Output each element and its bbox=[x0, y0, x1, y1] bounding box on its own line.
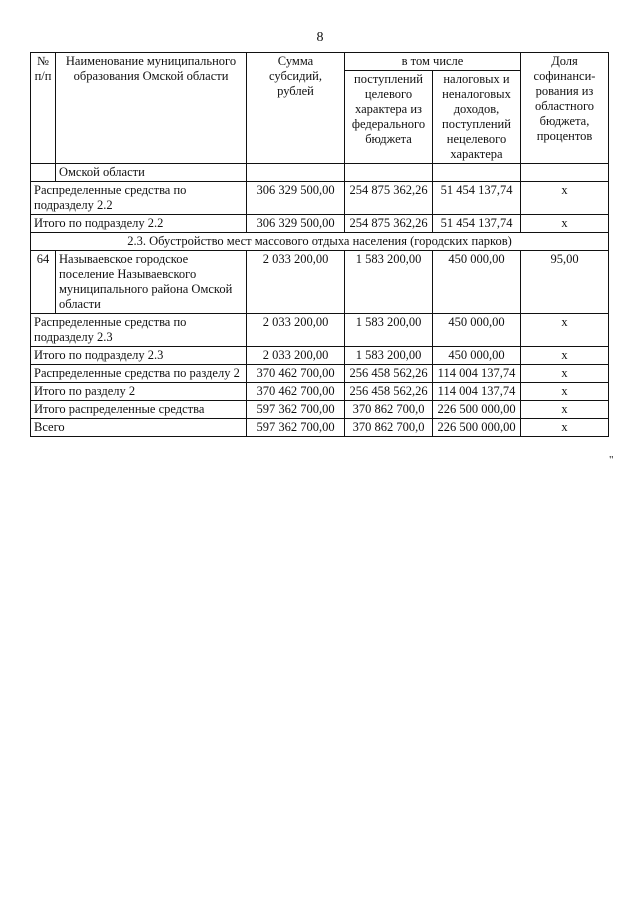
cell-federal: 254 875 362,26 bbox=[345, 215, 433, 233]
closing-quote-mark: " bbox=[609, 454, 614, 466]
cell-federal bbox=[345, 164, 433, 182]
cell-share: x bbox=[521, 365, 609, 383]
table-header-row bbox=[31, 53, 609, 71]
header-num: № п/п bbox=[31, 53, 56, 164]
cell-share: x bbox=[521, 182, 609, 215]
cell-share: x bbox=[521, 419, 609, 437]
cell-share bbox=[521, 164, 609, 182]
header-federal: поступлений целевого характера из федерального бюджета bbox=[345, 71, 433, 164]
cell-name: Всего bbox=[31, 419, 247, 437]
table-row bbox=[31, 314, 609, 347]
cell-tax: 51 454 137,74 bbox=[433, 215, 521, 233]
cell-name: Итого по подразделу 2.3 bbox=[31, 347, 247, 365]
cell-sum: 2 033 200,00 bbox=[247, 251, 345, 314]
table-row bbox=[31, 401, 609, 419]
cell-name: Распределенные средства по разделу 2 bbox=[31, 365, 247, 383]
cell-tax: 450 000,00 bbox=[433, 314, 521, 347]
cell-tax: 450 000,00 bbox=[433, 347, 521, 365]
cell-sum: 597 362 700,00 bbox=[247, 401, 345, 419]
header-sum: Сумма субсидий, рублей bbox=[247, 53, 345, 164]
cell-name: Итого по разделу 2 bbox=[31, 383, 247, 401]
page-number: 8 bbox=[316, 30, 324, 45]
cell-sum bbox=[247, 164, 345, 182]
cell-share: x bbox=[521, 215, 609, 233]
cell-sum: 370 462 700,00 bbox=[247, 383, 345, 401]
cell-tax: 114 004 137,74 bbox=[433, 365, 521, 383]
cell-num: 64 bbox=[31, 251, 56, 314]
cell-federal: 1 583 200,00 bbox=[345, 314, 433, 347]
cell-share: 95,00 bbox=[521, 251, 609, 314]
cell-federal: 370 862 700,0 bbox=[345, 419, 433, 437]
cell-sum: 2 033 200,00 bbox=[247, 314, 345, 347]
section-title: 2.3. Обустройство мест массового отдыха населения (городских парков) bbox=[31, 233, 609, 251]
cell-share: x bbox=[521, 383, 609, 401]
cell-name: Называевское городское поселение Называевского муниципального района Омской области bbox=[56, 251, 247, 314]
cell-tax: 226 500 000,00 bbox=[433, 419, 521, 437]
cell-federal: 370 862 700,0 bbox=[345, 401, 433, 419]
cell-tax: 51 454 137,74 bbox=[433, 182, 521, 215]
cell-name: Распределенные средства по подразделу 2.3 bbox=[31, 314, 247, 347]
cell-name: Итого по подразделу 2.2 bbox=[31, 215, 247, 233]
table-row bbox=[31, 347, 609, 365]
table-row bbox=[31, 182, 609, 215]
cell-name: Распределенные средства по подразделу 2.2 bbox=[31, 182, 247, 215]
header-share: Доля софинанси-рования из областного бюджета, процентов bbox=[521, 53, 609, 164]
header-tax: налоговых и неналоговых доходов, поступлений нецелевого характера bbox=[433, 71, 521, 164]
header-including: в том числе bbox=[345, 53, 521, 71]
cell-federal: 1 583 200,00 bbox=[345, 251, 433, 314]
cell-federal: 254 875 362,26 bbox=[345, 182, 433, 215]
cell-federal: 256 458 562,26 bbox=[345, 365, 433, 383]
cell-tax bbox=[433, 164, 521, 182]
cell-share: x bbox=[521, 314, 609, 347]
cell-sum: 306 329 500,00 bbox=[247, 215, 345, 233]
cell-federal: 1 583 200,00 bbox=[345, 347, 433, 365]
table-row bbox=[31, 419, 609, 437]
cell-sum: 2 033 200,00 bbox=[247, 347, 345, 365]
cell-name: Итого распределенные средства bbox=[31, 401, 247, 419]
cell-num bbox=[31, 164, 56, 182]
table-row bbox=[31, 365, 609, 383]
cell-federal: 256 458 562,26 bbox=[345, 383, 433, 401]
table-row bbox=[31, 215, 609, 233]
subsidy-table bbox=[30, 52, 609, 437]
cell-tax: 450 000,00 bbox=[433, 251, 521, 314]
cell-name: Омской области bbox=[56, 164, 247, 182]
table-row bbox=[31, 383, 609, 401]
table-row bbox=[31, 164, 609, 182]
cell-tax: 114 004 137,74 bbox=[433, 383, 521, 401]
cell-sum: 597 362 700,00 bbox=[247, 419, 345, 437]
section-row bbox=[31, 233, 609, 251]
cell-share: x bbox=[521, 401, 609, 419]
cell-sum: 306 329 500,00 bbox=[247, 182, 345, 215]
table-row bbox=[31, 251, 609, 314]
cell-tax: 226 500 000,00 bbox=[433, 401, 521, 419]
cell-sum: 370 462 700,00 bbox=[247, 365, 345, 383]
cell-share: x bbox=[521, 347, 609, 365]
header-name: Наименование муниципального образования Омской области bbox=[56, 53, 247, 164]
